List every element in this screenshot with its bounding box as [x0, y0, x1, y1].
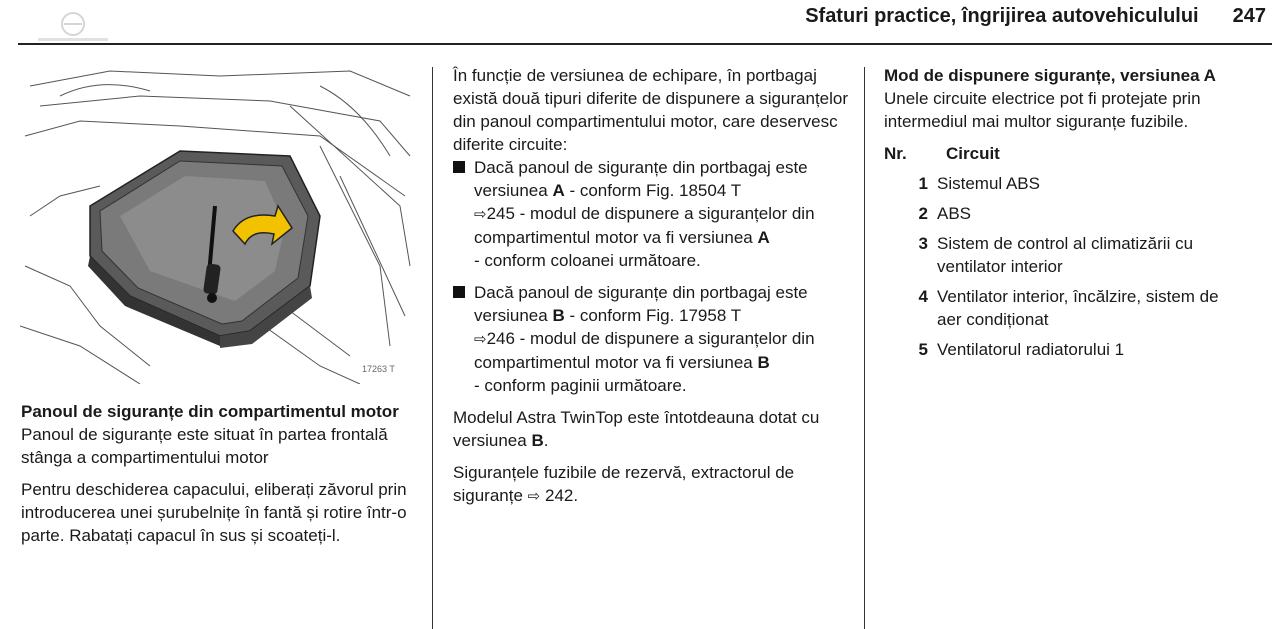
- header-title: Sfaturi practice, îngrijirea autovehiculului: [805, 5, 1199, 27]
- paragraph: Siguranțele fuzibile de rezervă, extractorul de siguranțe ⇨ 242.: [453, 461, 853, 508]
- arrow-right-icon: ⇨: [474, 206, 487, 223]
- fuse-box-illustration: [20, 66, 415, 384]
- page-number: 247: [1232, 5, 1266, 27]
- header-rule: [18, 43, 1272, 45]
- page-reference[interactable]: 245: [486, 204, 515, 223]
- square-bullet-icon: [453, 161, 465, 173]
- paragraph: Unele circuite electrice pot fi protejate prin intermediul mai multor siguranțe fuzibile.: [884, 89, 1201, 131]
- page-reference[interactable]: 242.: [544, 486, 579, 505]
- section-heading: Mod de dispunere siguranțe, versiunea A: [884, 66, 1216, 85]
- column-1: [21, 400, 416, 556]
- square-bullet-icon: [453, 286, 465, 298]
- page-reference[interactable]: 246: [486, 329, 515, 348]
- paragraph: Panoul de siguranțe este situat în partea frontală stânga a compartimentului motor: [21, 425, 388, 467]
- table-header: [884, 142, 1269, 165]
- page-header: [805, 5, 1266, 28]
- list-item: Dacă panoul de siguranțe din portbagaj este versiunea A - conform Fig. 18504 T ⇨245 - modul de dispunere a siguranțelor din compartimentul motor va fi versiunea A - conform coloanei următoare.: [453, 156, 853, 272]
- table-row: 2 ABS: [918, 204, 972, 223]
- column-header-circuit: Circuit: [946, 144, 1000, 163]
- table-row: 4 Ventilator interior, încălzire, sistem de aer condiționat: [918, 287, 1219, 329]
- column-2: [453, 64, 853, 517]
- column-3: [884, 64, 1269, 368]
- column-header-nr: Nr.: [884, 144, 907, 163]
- arrow-right-icon: ⇨: [474, 331, 487, 348]
- table-row: 1 Sistemul ABS: [918, 174, 1040, 193]
- table-row: 5 Ventilatorul radiatorului 1: [918, 340, 1125, 359]
- column-divider: [864, 67, 865, 629]
- arrow-right-icon: ⇨: [527, 488, 541, 505]
- figure-id: 17263 T: [362, 364, 395, 374]
- section-heading: Panoul de siguranțe din compartimentul motor: [21, 402, 399, 421]
- paragraph: În funcție de versiunea de echipare, în portbagaj există două tipuri diferite de dispunere a siguranțelor din panoul compartimentului motor, care deservesc diferite circuite:: [453, 66, 849, 154]
- column-divider: [432, 67, 433, 629]
- paragraph: Pentru deschiderea capacului, eliberați zăvorul prin introducerea unei șurubelnițe în fantă și rotire într-o parte. Rabatați capacul în sus și scoateți-l.: [21, 480, 407, 545]
- watermark-logo-icon: [28, 10, 118, 44]
- table-row: 3 Sistem de control al climatizării cu ventilator interior: [918, 234, 1194, 276]
- paragraph: Modelul Astra TwinTop este întotdeauna dotat cu versiunea B.: [453, 408, 820, 450]
- list-item: Dacă panoul de siguranțe din portbagaj este versiunea B - conform Fig. 17958 T ⇨246 - modul de dispunere a siguranțelor din compartimentul motor va fi versiunea B - conform paginii următoare.: [453, 281, 853, 397]
